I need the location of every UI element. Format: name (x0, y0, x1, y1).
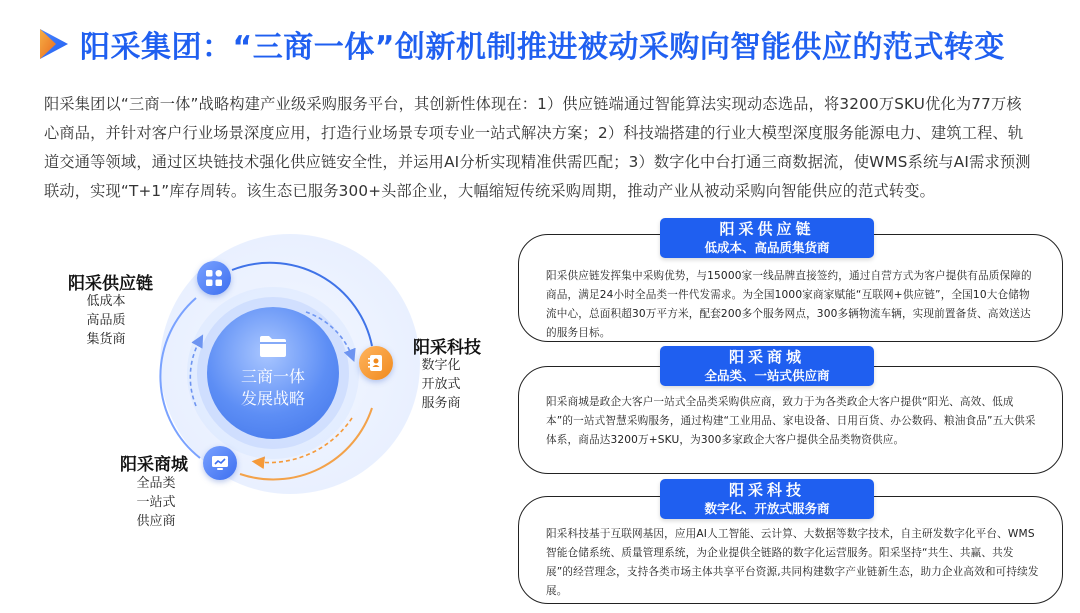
mall-lines: 全品类 一站式 供应商 (136, 476, 176, 529)
panel-head-tech (660, 479, 874, 519)
chart-screen-icon (203, 446, 237, 480)
ring-arc-left (160, 298, 200, 458)
panel-head-mall (660, 346, 874, 386)
page-title: 阳采集团：“三商一体”创新机制推进被动采购向智能供应的范式转变 (80, 30, 1005, 65)
intro-paragraph: 阳采集团以“三商一体”战略构建产业级采购服务平台，其创新性体现在：1）供应链端通过智能算法实现动态选品，将3200万SKU优化为77万核心商品，并针对客户行业场景深度应用，打造行业场景专项专业一站式解决方案；2）科技端搭建的行业大模型深度服务能源电力、建筑工程、轨道交通等领域，通过区块链技术强化供应链安全性，并运用AI分析实现精准供需匹配；3）数字化中台打通三商数据流，使WMS系统与AI需求预测联动，实现“T+1”库存周转。该生态已服务300+头部企业，大幅缩短传统采购周期，推动产业从被动采购向智能供应的范式转变。 (44, 95, 1031, 200)
mall-title: 阳采商城 (120, 455, 188, 475)
panel-title: 阳采供应链 (719, 220, 815, 238)
supply-chain-title: 阳采供应链 (68, 274, 153, 294)
panel-subtitle: 低成本、高品质集货商 (704, 240, 830, 255)
tech-title: 阳采科技 (413, 338, 481, 358)
header (36, 22, 1005, 66)
supply-chain-lines: 低成本 高品质 集货商 (86, 294, 126, 347)
strategy-diagram (0, 228, 520, 613)
arrow-left (190, 340, 200, 406)
tech-lines: 数字化 开放式 服务商 (421, 358, 461, 411)
panel-title: 阳采商城 (728, 348, 805, 366)
center-label: 三商一体 发展战略 (240, 367, 305, 408)
contact-book-icon (359, 346, 393, 380)
panel-body: 阳采科技基于互联网基因，应用AI人工智能、云计算、大数据等数字技术，自主研发数字化平台、WMS智能仓储系统、质量管理系统，为企业提供全链路的数字化运营服务。阳采坚持“共生、共赢、共发展”的经营理念，支持各类市场主体共享平台资源,共同构建数字产业链新生态，助力企业高效和可持续发展。 (546, 528, 1039, 597)
panel-head-supply-chain (660, 218, 874, 258)
folder-icon (258, 333, 288, 359)
play-triangle-logo (36, 26, 72, 62)
panel-body: 阳采供应链发挥集中采购优势，与15000家一线品牌直接签约，通过自营方式为客户提供有品质保障的商品，满足24小时全品类一件代发需求。为全国1000家商家赋能“互联网+供应链”，全国10大仓储物流中心，总面积超30万平方米，配套200多个服务网点，300多辆物流车辆，实现前置备货、高效送达的服务目标。 (546, 270, 1032, 339)
panel-body: 阳采商城是政企大客户一站式全品类采购供应商，致力于为各类政企大客户提供“阳光、高效、低成本”的一站式智慧采购服务，通过构建“工业用品、家电设备、日用百货、办公数码、粮油食品”五大供采体系，商品达3200万+SKU，为300多家政企大客户提供全品类物资供应。 (546, 396, 1036, 446)
panel-subtitle: 全品类、一站式供应商 (704, 368, 830, 383)
panel-subtitle: 数字化、开放式服务商 (704, 501, 830, 516)
panel-title: 阳采科技 (728, 481, 805, 499)
apps-grid-icon (197, 261, 231, 295)
